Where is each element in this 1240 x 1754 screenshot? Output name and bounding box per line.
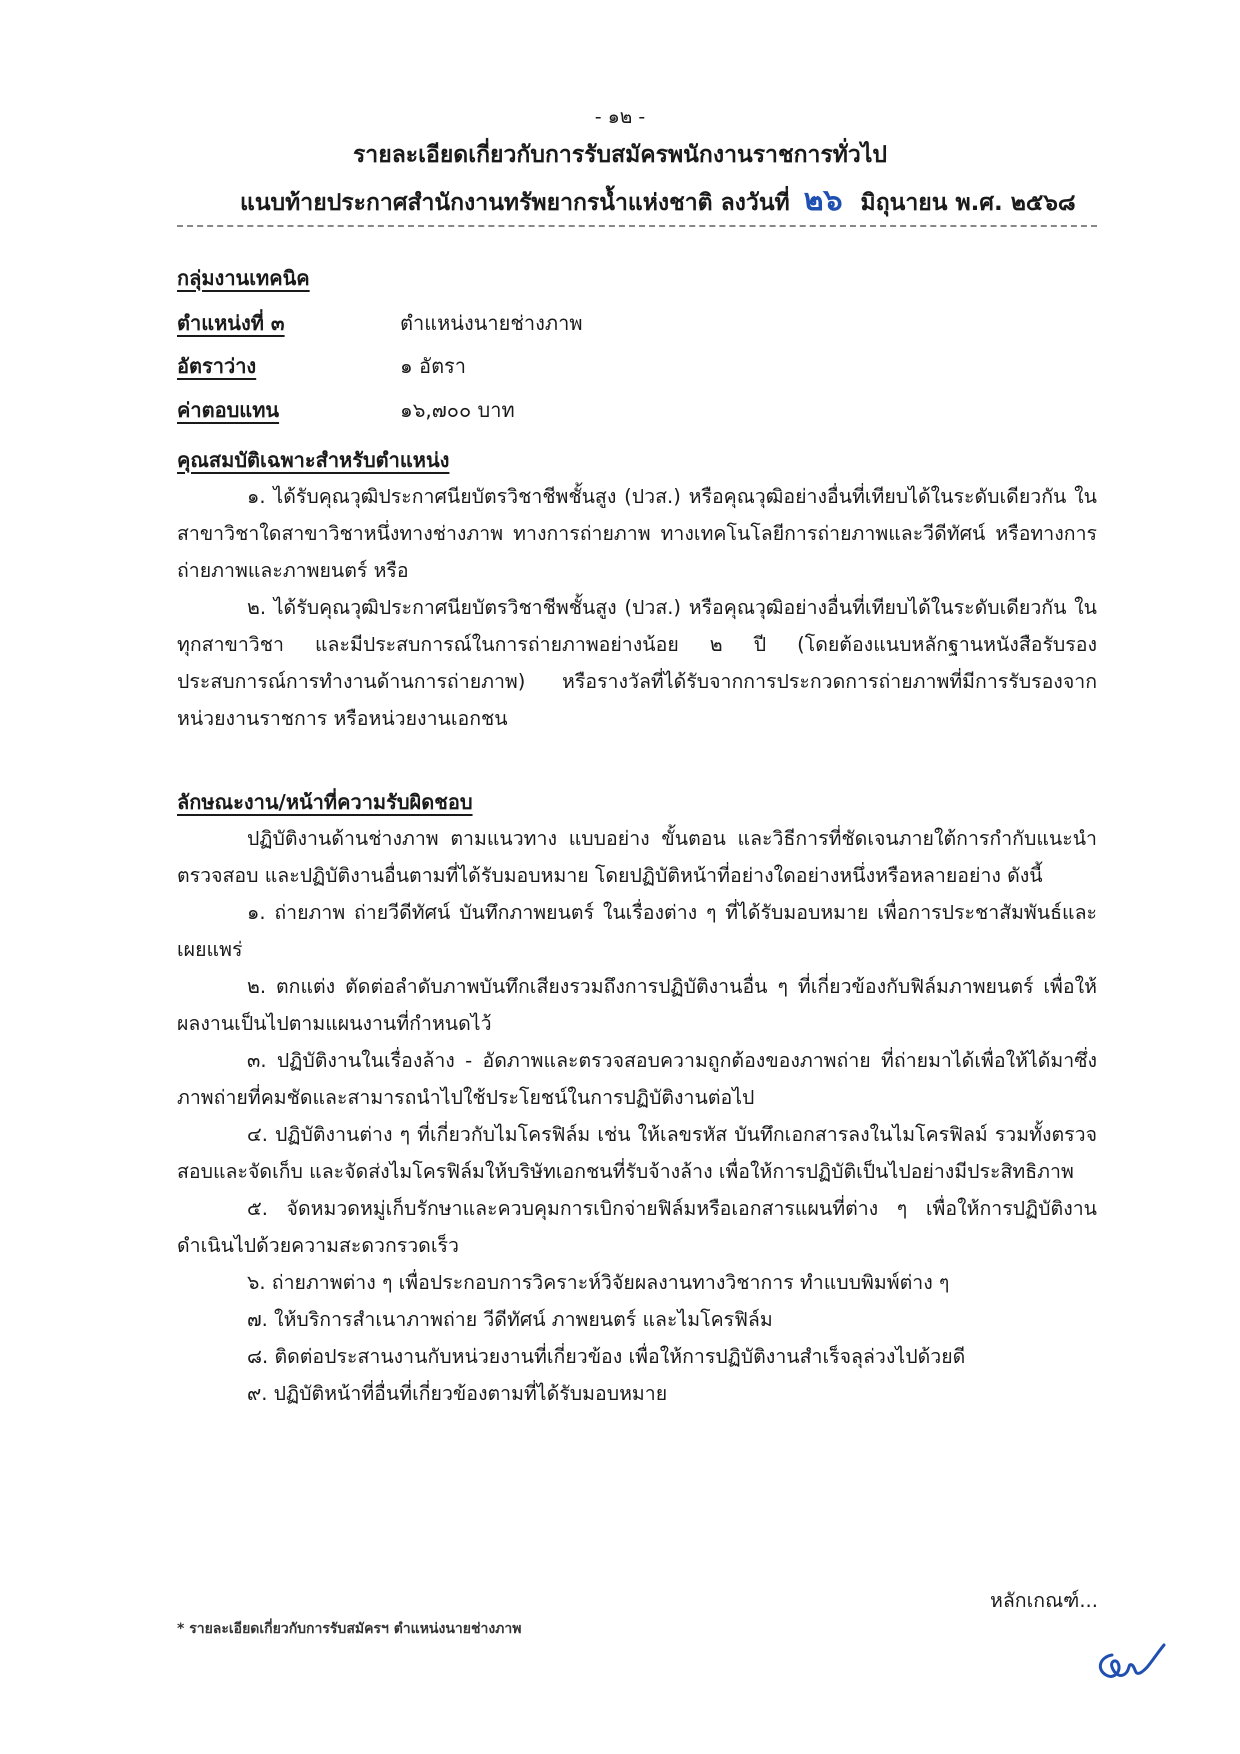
position-value: ตำแหน่งนายช่างภาพ	[400, 311, 583, 335]
document-title: รายละเอียดเกี่ยวกับการรับสมัครพนักงานราชการทั่วไป	[352, 142, 888, 168]
continued-text: หลักเกณฑ์...	[990, 1589, 1098, 1612]
duties-list	[177, 820, 1097, 1412]
page-number: - ๑๒ -	[594, 106, 646, 128]
salary-value: ๑๖,๗๐๐ บาท	[400, 398, 515, 422]
duty-item: ๓. ปฏิบัติงานในเรื่องล้าง - อัดภาพและตรวจสอบความถูกต้องของภาพถ่าย ที่ถ่ายมาได้เพื่อให้ได้มาซึ่งภาพถ่ายที่คมชัดและสามารถนำไปใช้ประโยชน์ในการปฏิบัติงานต่อไป	[177, 1049, 1097, 1109]
duty-item: ๙. ปฏิบัติหน้าที่อื่นที่เกี่ยวข้องตามที่ได้รับมอบหมาย	[247, 1382, 668, 1405]
duty-item: ๔. ปฏิบัติงานต่าง ๆ ที่เกี่ยวกับไมโครฟิล์ม เช่น ให้เลขรหัส บันทึกเอกสารลงในไมโครฟิลม์ รวมทั้งตรวจสอบและจัดเก็บ และจัดส่งไมโครฟิล์มให้บริษัทเอกชนที่รับจ้างล้าง เพื่อให้การปฏิบัติเป็นไปอย่างมีประสิทธิภาพ	[177, 1123, 1097, 1183]
duty-item: ๘. ติดต่อประสานงานกับหน่วยงานที่เกี่ยวข้อง เพื่อให้การปฏิบัติงานสำเร็จลุล่วงไปด้วยดี	[247, 1345, 966, 1368]
subtitle-suffix: มิถุนายน พ.ศ. ๒๕๖๘	[860, 190, 1076, 216]
group-heading: กลุ่มงานเทคนิค	[177, 266, 310, 290]
footer-note: * รายละเอียดเกี่ยวกับการรับสมัครฯ ตำแหน่งนายช่างภาพ	[177, 1621, 522, 1637]
duty-item: ๑. ถ่ายภาพ ถ่ายวีดีทัศน์ บันทึกภาพยนตร์ ในเรื่องต่าง ๆ ที่ได้รับมอบหมาย เพื่อการประชาสัมพันธ์และเผยแพร่	[177, 901, 1097, 961]
duties-intro: ปฏิบัติงานด้านช่างภาพ ตามแนวทาง แบบอย่าง ขั้นตอน และวิธีการที่ชัดเจนภายใต้การกำกับแนะนำตรวจสอบ และปฏิบัติงานอื่นตามที่ได้รับมอบหมาย โดยปฏิบัติหน้าที่อย่างใดอย่างหนึ่งหรือหลายอย่าง ดังนี้	[177, 827, 1097, 887]
salary-label: ค่าตอบแทน	[177, 398, 280, 422]
subtitle-prefix: แนบท้ายประกาศสำนักงานทรัพยากรน้ำแห่งชาติ ลงวันที่	[240, 190, 790, 216]
duty-item: ๖. ถ่ายภาพต่าง ๆ เพื่อประกอบการวิคราะห์วิจัยผลงานทางวิชาการ ทำแบบพิมพ์ต่าง ๆ	[247, 1271, 950, 1294]
handwritten-day: ๒๖	[803, 183, 843, 218]
qualification-item: ๒. ได้รับคุณวุฒิประกาศนียบัตรวิชาชีพชั้นสูง (ปวส.) หรือคุณวุฒิอย่างอื่นที่เทียบได้ในระดับเดียวกัน ในทุกสาขาวิชา และมีประสบการณ์ในการถ่ายภาพอย่างน้อย ๒ ปี (โดยต้องแนบหลักฐานหนังสือรับรองประสบการณ์การทำงานด้านการถ่ายภาพ) หรือรางวัลที่ได้รับจากการประกวดการถ่ายภาพที่มีการรับรองจากหน่วยงานราชการ หรือหน่วยงานเอกชน	[177, 596, 1097, 730]
signature-icon	[1090, 1635, 1170, 1690]
duty-item: ๗. ให้บริการสำเนาภาพถ่าย วีดีทัศน์ ภาพยนตร์ และไมโครฟิล์ม	[247, 1308, 773, 1331]
qualifications-heading: คุณสมบัติเฉพาะสำหรับตำแหน่ง	[177, 448, 450, 472]
duties-heading: ลักษณะงาน/หน้าที่ความรับผิดชอบ	[177, 790, 473, 814]
qualification-item: ๑. ได้รับคุณวุฒิประกาศนียบัตรวิชาชีพชั้นสูง (ปวส.) หรือคุณวุฒิอย่างอื่นที่เทียบได้ในระดับเดียวกัน ในสาขาวิชาใดสาขาวิชาหนึ่งทางช่างภาพ ทางการถ่ายภาพ ทางเทคโนโลยีการถ่ายภาพและวีดีทัศน์ หรือทางการถ่ายภาพและภาพยนตร์ หรือ	[177, 485, 1097, 582]
document-subtitle	[240, 177, 1076, 224]
vacancy-value: ๑ อัตรา	[400, 354, 467, 378]
vacancy-label: อัตราว่าง	[177, 354, 257, 378]
qualifications-list	[177, 478, 1097, 737]
duty-item: ๕. จัดหมวดหมู่เก็บรักษาและควบคุมการเบิกจ่ายฟิล์มหรือเอกสารแผนที่ต่าง ๆ เพื่อให้การปฏิบัติงานดำเนินไปด้วยความสะดวกรวดเร็ว	[177, 1197, 1097, 1257]
duty-item: ๒. ตกแต่ง ตัดต่อลำดับภาพบันทึกเสียงรวมถึงการปฏิบัติงานอื่น ๆ ที่เกี่ยวข้องกับฟิล์มภาพยนตร์ เพื่อให้ผลงานเป็นไปตามแผนงานที่กำหนดไว้	[177, 975, 1097, 1035]
header-divider	[177, 225, 1097, 227]
position-label: ตำแหน่งที่ ๓	[177, 311, 285, 335]
